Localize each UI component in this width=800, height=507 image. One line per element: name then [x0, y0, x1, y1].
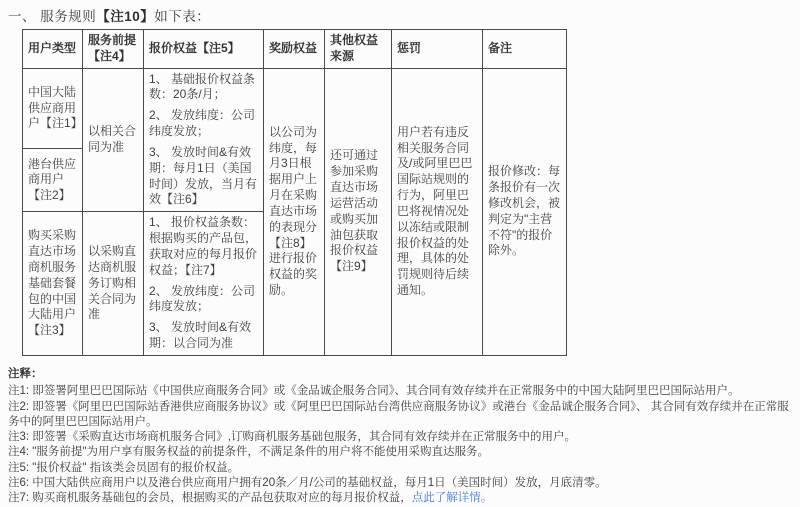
col-header-quote-rights: 报价权益【注5】 [144, 30, 264, 69]
note-text: 即签署阿里巴巴国际站《中国供应商服务合同》或《金品诚企服务合同》、其合同有效存续并在正常服务中的中国大陆阿里巴巴国际站用户。 [32, 385, 740, 398]
cell-reward-rights: 以公司为纬度，每月3日根据用户上月在采购直达市场的表现分【注8】进行报价权益的奖励。 [264, 68, 325, 355]
table-header-row [23, 30, 567, 69]
service-rules-table [22, 29, 567, 356]
col-header-penalty: 惩罚 [392, 30, 483, 69]
notes-section [8, 367, 800, 507]
note-line-5 [8, 461, 800, 476]
cell-user-type-package-buyer: 购买采购直达市场商机服务基础套餐包的中国大陆用户【注3】 [23, 212, 83, 356]
note-text: 中国大陆供应商用户以及港台供应商用户拥有20条／月/公司的基础权益，每月1日（美国时间）发放，月底清零。 [32, 476, 607, 489]
note-label: 注1: [8, 385, 30, 398]
note-text: 购买商机服务基础包的会员，根据购买的产品包获取对应的每月报价权益， [32, 492, 412, 505]
note-label: 注5: [8, 461, 30, 474]
note-line-2 [8, 400, 800, 431]
cell-service-premise-package: 以采购直达商机服务订购相关合同为准 [83, 212, 144, 356]
quote-rights-item: 1、 报价权益条数：根据购买的产品包，获取对应的每月报价权益；【注7】 [149, 215, 258, 277]
note-label: 注3: [8, 431, 30, 444]
col-header-other-rights-source: 其他权益来源 [325, 30, 392, 69]
col-header-user-type: 用户类型 [23, 30, 83, 69]
title-suffix: 如下表： [154, 9, 211, 24]
cell-service-premise-suppliers: 以相关合同为准 [83, 68, 144, 212]
title-note-ref: 【注10】 [96, 9, 155, 24]
cell-quote-rights-package [144, 212, 264, 356]
note-text: "服务前提"为用户享有服务权益的前提条件，不满足条件的用户将不能使用采购直达服务。 [32, 446, 489, 459]
quote-rights-item: 1、 基础报价权益条数：20条/月； [149, 71, 256, 102]
col-header-service-premise: 服务前提【注4】 [83, 30, 144, 69]
cell-other-rights-source: 还可通过参加采购直达市场运营活动或购买加油包获取报价权益【注9】 [325, 68, 392, 355]
note-line-3 [8, 430, 800, 445]
col-header-remark: 备注 [483, 30, 567, 69]
note-line-1 [8, 384, 800, 399]
quote-rights-item: 2、 发放纬度：公司纬度发放； [149, 108, 256, 139]
cell-remark: 报价修改：每条报价有一次修改机会，被判定为"主营不符"的报价除外。 [483, 68, 567, 355]
details-link[interactable]: 点此了解详情。 [411, 492, 493, 505]
note-text: 即签署《采购直达市场商机服务合同》,订购商机服务基础包服务，其合同有效存续并在正常服务中的用户。 [32, 431, 576, 444]
note-label: 注7: [8, 492, 30, 505]
cell-user-type-mainland-supplier: 中国大陆供应商用户【注1】 [23, 68, 83, 149]
quote-rights-item: 2、 发放纬度：公司纬度发放； [149, 283, 256, 314]
quote-rights-item: 3、 发放时间&有效期：每月1日（美国时间）发放，当月有效【注6】 [149, 144, 258, 207]
note-label: 注4: [8, 446, 30, 459]
cell-penalty: 用户若有违反相关服务合同及/或阿里巴巴国际站规则的行为，阿里巴巴将视情况处以冻结或限制报价权益的处理，具体的处罚规则待后续通知。 [392, 68, 483, 355]
col-header-reward-rights: 奖励权益 [264, 30, 325, 69]
note-line-4 [8, 445, 800, 460]
cell-quote-rights-suppliers [144, 68, 264, 212]
quote-rights-item: 3、 发放时间&有效期：以合同为准 [149, 320, 252, 351]
notes-heading: 注释： [8, 367, 43, 380]
title-prefix: 一、 服务规则 [8, 9, 97, 24]
table-row [23, 68, 567, 149]
page-title [0, 0, 800, 29]
note-label: 注6: [8, 476, 30, 489]
note-text: 即签署《阿里巴巴国际站香港供应商服务协议》或《阿里巴巴国际站台湾供应商服务协议》或港台《金品诚企服务合同》、 其合同有效存续并在正常服务中的阿里巴巴国际站用户。 [8, 400, 789, 428]
cell-user-type-hk-tw-supplier: 港台供应商用户【注2】 [23, 149, 83, 212]
note-text: "报价权益" 指该类会员固有的报价权益。 [32, 461, 240, 474]
note-label: 注2: [8, 400, 30, 413]
note-line-6 [8, 476, 800, 491]
note-line-7 [8, 491, 800, 506]
